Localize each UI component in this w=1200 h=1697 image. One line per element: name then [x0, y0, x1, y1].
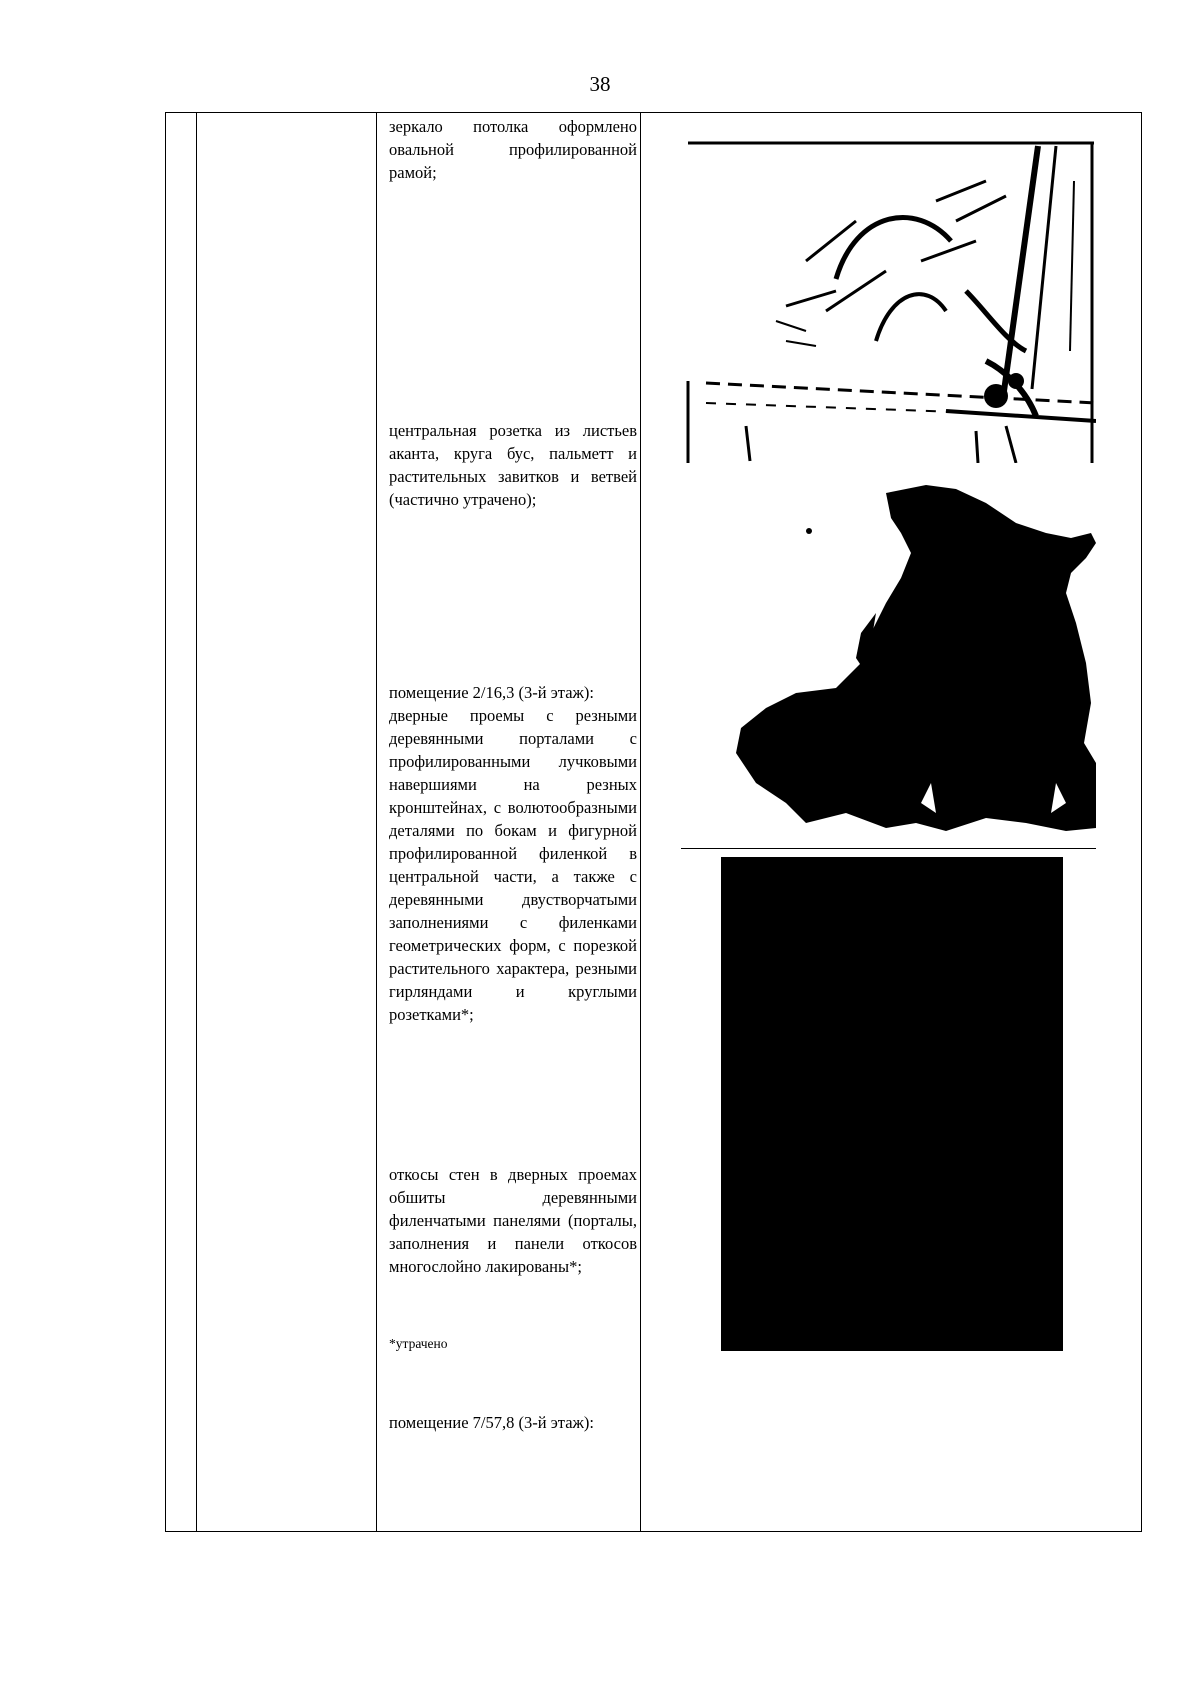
- ceiling-frame-photo: [686, 141, 1096, 463]
- entry-text: откосы стен в дверных проемах обшиты деревянными филенчатыми панелями (порталы, заполнения и панели откосов многослойно лакированы*;: [389, 1165, 637, 1276]
- entry-text: зеркало потолка оформлено овальной профилированной рамой;: [389, 117, 637, 182]
- entry-text: центральная розетка из листьев аканта, круга бус, пальметт и растительных завитков и ветвей (частично утрачено);: [389, 421, 637, 509]
- entry-room-7: [389, 1411, 637, 1434]
- central-rosette-photo: [686, 483, 1096, 833]
- entry-door-slopes: [389, 1163, 637, 1278]
- column-divider: [196, 113, 197, 1531]
- entry-central-rosette: [389, 419, 637, 511]
- entry-ceiling-frame: [389, 115, 637, 184]
- page-number: 38: [589, 72, 611, 96]
- room-heading: помещение 2/16,3 (3-й этаж):: [389, 683, 594, 702]
- entry-text: дверные проемы с резными деревянными порталами с профилированными лучковыми навершиями на резных кронштейнах, с волютообразными деталями по бокам и фигурной профилированной филенкой в центральной части, а также с деревянными двустворчатыми заполнениями с филенками геометрических форм, с порезкой растительного характера, резными гирляндами и круглыми розетками*;: [389, 706, 637, 1024]
- monument-table: [165, 112, 1142, 1532]
- description-column: [389, 113, 637, 1531]
- column-divider: [376, 113, 377, 1531]
- door-portal-photo: [721, 857, 1063, 1351]
- column-divider: [640, 113, 641, 1531]
- photo-separator: [681, 848, 1096, 849]
- entry-room-2: [389, 681, 637, 1026]
- room-heading: помещение 7/57,8 (3-й этаж):: [389, 1413, 594, 1432]
- footnote: *утрачено: [389, 1336, 448, 1351]
